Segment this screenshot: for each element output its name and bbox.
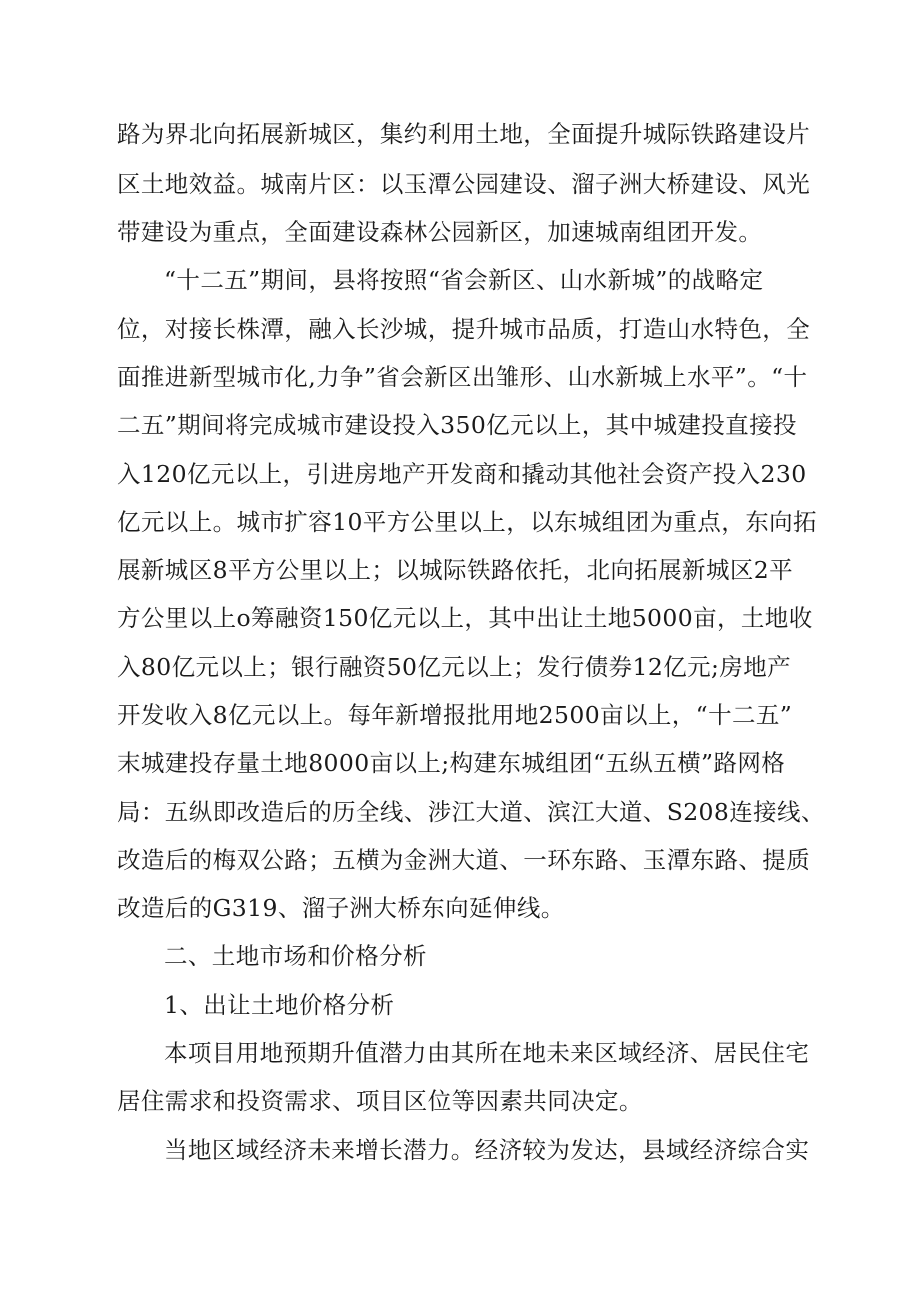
text-line: 入120亿元以上，引进房地产开发商和撬动其他社会资产投入230 [117,460,807,488]
text-line: 入80亿元以上；银行融资50亿元以上；发行债券12亿元;房地产 [117,653,792,681]
text-line: 改造后的梅双公路；五横为金洲大道、一环东路、玉潭东路、提质 [117,846,811,874]
text-line: 当地区域经济未来增长潜力。经济较为发达，县域经济综合实 [164,1136,810,1164]
text-line: 本项目用地预期升值潜力由其所在地未来区域经济、居民住宅 [164,1039,810,1067]
section-heading: 二、土地市场和价格分析 [164,942,427,970]
text-line: 亿元以上。城市扩容10平方公里以上，以东城组团为重点，东向拓 [117,508,817,536]
text-line: 开发收入8亿元以上。每年新增报批用地2500亩以上，“十二五” [117,701,793,729]
text-line: 居住需求和投资需求、项目区位等因素共同决定。 [117,1087,643,1115]
text-line: 改造后的G319、溜子洲大桥东向延伸线。 [117,894,565,922]
text-line: 位，对接长株潭，融入长沙城，提升城市品质，打造山水特色，全 [117,315,811,343]
text-line: 方公里以上o筹融资150亿元以上，其中出让土地5000亩，土地收 [117,604,813,632]
text-line: 二五”期间将完成城市建设投入350亿元以上，其中城建投直接投 [117,411,797,439]
text-line: 带建设为重点，全面建设森林公园新区，加速城南组团开发。 [117,218,763,246]
text-line: 路为界北向拓展新城区，集约利用土地，全面提升城际铁路建设片 [117,120,811,148]
subsection-heading: 1、出让土地价格分析 [164,991,395,1019]
text-line: 展新城区8平方公里以上；以城际铁路依托，北向拓展新城区2平 [117,556,794,584]
text-line: 末城建投存量土地8000亩以上;构建东城组团“五纵五横”路网格 [117,749,786,777]
text-line: “十二五”期间，县将按照“省会新区、山水新城”的战略定 [164,266,764,294]
text-line: 局：五纵即改造后的历全线、涉江大道、滨江大道、S208连接线、 [117,798,825,826]
text-line: 面推进新型城市化,力争”省会新区出雏形、山水新城上水平”。“十 [117,363,808,391]
text-line: 区土地效益。城南片区：以玉潭公园建设、溜子洲大桥建设、风光 [117,170,811,198]
